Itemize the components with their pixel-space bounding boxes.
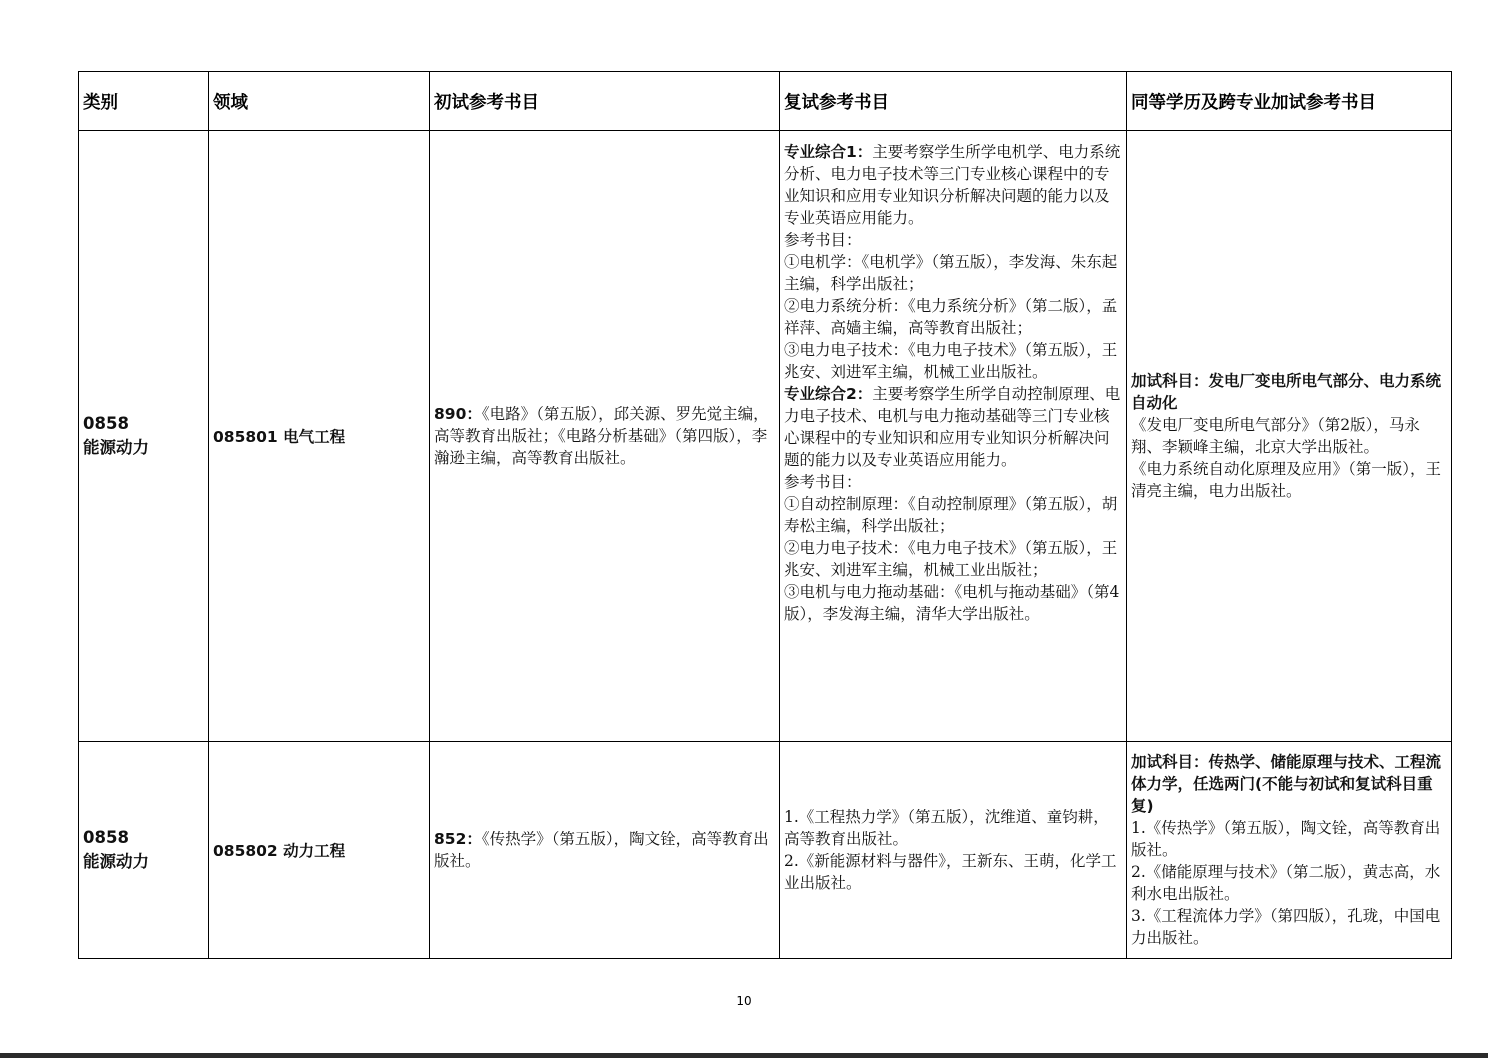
reference-book-table [78, 71, 1452, 959]
retest-item: ②电力电子技术：《电力电子技术》（第五版），王兆安、刘进军主编，机械工业出版社； [784, 539, 1118, 579]
initial-books-cell [430, 742, 780, 959]
retest-item: 1.《工程热力学》（第五版），沈维道、童钧耕，高等教育出版社。 [784, 808, 1109, 848]
category-cell [79, 131, 209, 742]
extra-book-item: 3.《工程流体力学》（第四版），孔珑，中国电力出版社。 [1131, 907, 1441, 947]
category-cell [79, 742, 209, 959]
extra-book-item: 1.《传热学》（第五版），陶文铨，高等教育出版社。 [1131, 819, 1441, 859]
category-code: 0858 [83, 414, 129, 433]
retest-item: ③电机与电力拖动基础：《电机与拖动基础》（第4版），李发海主编，清华大学出版社。 [784, 583, 1120, 623]
table-row [79, 131, 1452, 742]
field-cell [209, 742, 430, 959]
extra-book-item: 《发电厂变电所电气部分》（第2版），马永翔、李颖峰主编，北京大学出版社。 [1131, 416, 1420, 456]
header-category: 类别 [79, 72, 209, 131]
retest-item: 参考书目： [784, 473, 862, 491]
retest-item: ①自动控制原理：《自动控制原理》（第五版），胡寿松主编，科学出版社； [784, 495, 1118, 535]
extra-subject-title: 加试科目：发电厂变电所电气部分、电力系统自动化 [1131, 372, 1442, 412]
initial-books-text: 《电路》（第五版），邱关源、罗先觉主编，高等教育出版社；《电路分析基础》（第四版），李瀚逊主编，高等教育出版社。 [434, 405, 769, 467]
extra-book-item: 2.《储能原理与技术》（第二版），黄志高，水利水电出版社。 [1131, 863, 1441, 903]
field-cell [209, 131, 430, 742]
exam-code-label: 852： [434, 830, 482, 848]
retest-books-cell [780, 131, 1127, 742]
extra-books-cell [1127, 131, 1452, 742]
header-initial-books: 初试参考书目 [430, 72, 780, 131]
retest-books-cell [780, 742, 1127, 959]
category-code: 0858 [83, 828, 129, 847]
header-extra-books: 同等学历及跨专业加试参考书目 [1127, 72, 1452, 131]
initial-books-cell [430, 131, 780, 742]
retest-item: ②电力系统分析：《电力系统分析》（第二版），孟祥萍、高嫱主编，高等教育出版社； [784, 297, 1118, 337]
header-retest-books: 复试参考书目 [780, 72, 1127, 131]
header-field: 领域 [209, 72, 430, 131]
retest-item: 2.《新能源材料与器件》，王新东、王萌，化学工业出版社。 [784, 852, 1117, 892]
extra-subject-title: 加试科目：传热学、储能原理与技术、工程流体力学，任选两门(不能与初试和复试科目重复) [1131, 753, 1442, 815]
extra-book-item: 《电力系统自动化原理及应用》（第一版），王清亮主编，电力出版社。 [1131, 460, 1442, 500]
exam-code-label: 890： [434, 405, 482, 423]
field-name: 085801 电气工程 [213, 428, 346, 446]
retest-item: 参考书目： [784, 231, 862, 249]
extra-books-cell [1127, 742, 1452, 959]
page-number: 10 [736, 994, 752, 1008]
page-bottom-divider [0, 1053, 1488, 1058]
retest-item: ③电力电子技术：《电力电子技术》（第五版），王兆安、刘进军主编，机械工业出版社。 [784, 341, 1118, 381]
category-name: 能源动力 [83, 438, 149, 457]
field-name: 085802 动力工程 [213, 842, 346, 860]
category-name: 能源动力 [83, 852, 149, 871]
table-header-row [79, 72, 1452, 131]
retest-item: 专业综合1：主要考察学生所学电机学、电力系统分析、电力电子技术等三门专业核心课程中的专业知识和应用专业知识分析解决问题的能力以及专业英语应用能力。 [784, 143, 1121, 227]
retest-item: 专业综合2：主要考察学生所学自动控制原理、电力电子技术、电机与电力拖动基础等三门专业核心课程中的专业知识和应用专业知识分析解决问题的能力以及专业英语应用能力。 [784, 385, 1121, 469]
initial-books-text: 《传热学》（第五版），陶文铨，高等教育出版社。 [434, 830, 769, 870]
table-row [79, 742, 1452, 959]
retest-item: ①电机学：《电机学》（第五版），李发海、朱东起主编，科学出版社； [784, 253, 1118, 293]
